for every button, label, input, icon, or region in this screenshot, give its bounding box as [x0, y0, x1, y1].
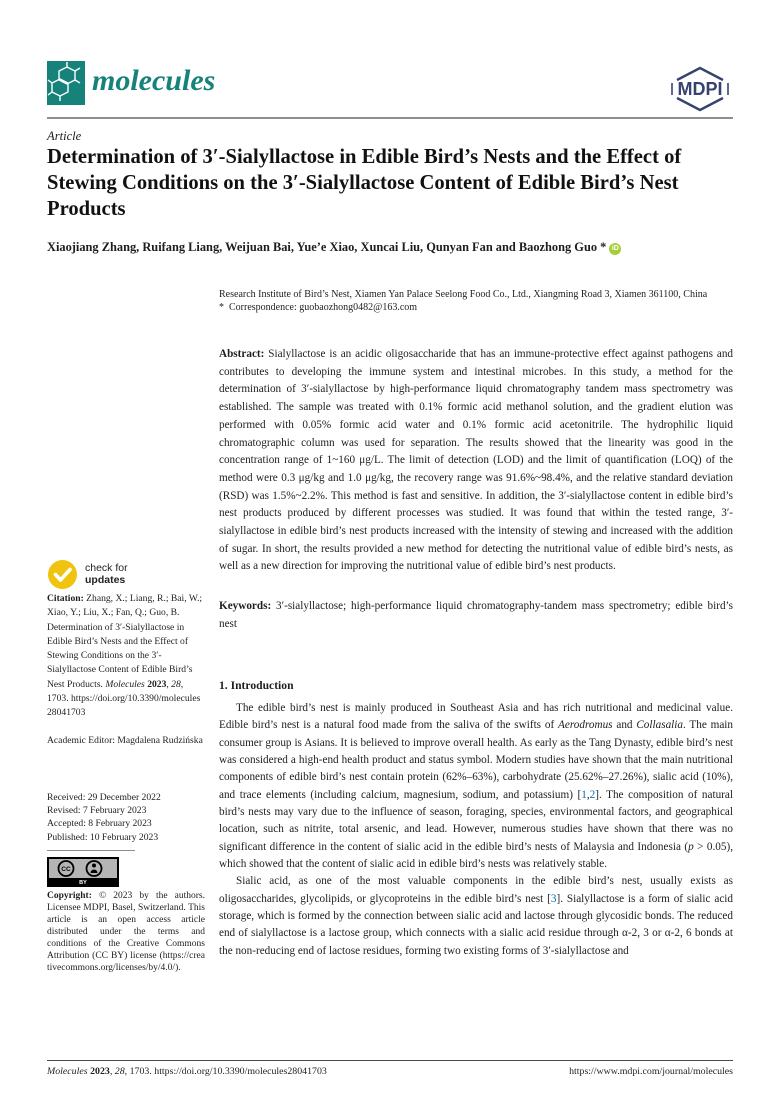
inline-link[interactable]: https://doi.org/10.3390/molecules28041703: [47, 693, 201, 719]
text-segment: Copyright:: [47, 891, 99, 901]
abstract: [219, 346, 733, 576]
intro-paragraph-1: [219, 700, 733, 873]
corresponding-author-mark: *: [600, 240, 607, 254]
article-type-label: Article: [47, 129, 82, 143]
introduction-section: [219, 679, 733, 960]
citation-block: [47, 592, 205, 721]
journal-wordmark: molecules: [92, 64, 216, 97]
accepted-date: Accepted: 8 February 2023: [47, 818, 152, 830]
footer-journal-url[interactable]: https://www.mdpi.com/journal/molecules: [569, 1066, 733, 1077]
footer-divider: [47, 1060, 733, 1061]
text-segment: Sialyllactose is an acidic oligosaccharide that has an immune-protective effect against pathogens and contributes to developing the immune system and intestinal microbes. In this study, a method for the determination of 3′-sialyllactose by high-performance liquid chromatography tandem mass spectrometry was established. The sample was treated with 0.1% formic acid methanol solution, and the gradient elution was performed with 0.05% formic acid water and 0.1% formic acid acetonitrile. The hydrophilic liquid chromatographic column was used for separation. The results showed that the linearity was good in the concentration range of 1~160 μg/L. The limit of detection (LOD) and the limit of quantification (LOQ) of the method were 0.3 μg/kg and 1.0 μg/kg, the recovery range was 91.6%~98.4%, and the relative standard deviation (RSD) was 1.5%~2.2%. This method is fast and sensitive. In addition, the 3′-sialyllactose content in edible bird’s nest products produced by different processes was studied. It was found that within the tested range, 3′-sialyllactose in edible bird’s nest products increased with the intensity of stewing and increased with the addition of sugar. In short, the results provided a new method for detecting the nutritional value of edible bird’s nests, as well as a new direction for improving the nutritional value of edible bird’s nest products.: [219, 348, 734, 573]
affiliation-block: [219, 288, 735, 315]
published-date: Published: 10 February 2023: [47, 831, 159, 843]
affiliation-text: Research Institute of Bird’s Nest, Xiamen Yan Palace Seelong Food Co., Ltd., Xiangming Road 3, Xiamen 361100, China: [219, 289, 708, 300]
orcid-icon[interactable]: iD: [609, 243, 621, 255]
text-segment: ]. Sialyllactose is a form of sialic acid storage, which is formed by the connection between sialic acid and lactose through glycosidic bonds. The reduced end of sialyllactose is a lactose group, which connects with a sialic acid residue through α-2, 3 or α-2, 6 bonds at the non-reducing end of lactose residues, forming two existing forms of 3′-sialyllactose and: [219, 892, 733, 957]
mdpi-logo[interactable]: [666, 63, 734, 115]
check-label-line1: check for: [85, 562, 128, 574]
text-segment: Keywords:: [219, 600, 277, 612]
text-segment: Aerodromus: [558, 719, 613, 732]
text-segment: Zhang, X.; Liang, R.; Bai, W.; Xiao, Y.; Liu, X.; Fan, Q.; Guo, B. Determination of 3′-Sialyllactose in Edible Bird’s Nests and the Effect of Stewing Conditions on the 3′-Sialyllactose Content of Edible Bird’s Nest Products.: [47, 593, 203, 690]
molecule-icon: [47, 61, 85, 105]
molecules-logo: [47, 61, 85, 105]
text-segment: and: [612, 719, 637, 732]
text-segment: ,: [109, 1066, 115, 1077]
text-segment: ,: [586, 788, 590, 801]
inline-link[interactable]: guobaozhong0482@163.com: [299, 302, 418, 314]
text-segment: ,: [166, 678, 172, 690]
text-segment: 2023: [90, 1066, 110, 1077]
text-segment: ).: [175, 963, 181, 973]
text-segment: 28: [171, 678, 181, 690]
text-segment: 2023: [147, 678, 167, 690]
copyright-block: [47, 890, 205, 974]
inline-link[interactable]: 3: [550, 892, 557, 905]
text-segment: 3′-sialyllactose; high-performance liquid chromatography-tandem mass spectrometry; edible bird’s nest: [219, 600, 733, 630]
sidebar-divider: [47, 850, 135, 851]
keywords: [219, 598, 733, 633]
received-date: Received: 29 December 2022: [47, 792, 161, 803]
inline-link[interactable]: 2: [589, 788, 596, 801]
text-segment: 28: [114, 1066, 125, 1077]
by-label: BY: [79, 880, 87, 887]
text-segment: Sialic acid, as one of the most valuable components in the edible bird’s nest, usually exists as oligosaccharides, glycolipids, or glycoproteins in the edible bird’s nest [: [219, 875, 733, 905]
intro-paragraph-2: [219, 873, 733, 960]
text-segment: Citation:: [47, 593, 87, 604]
check-label-line2: updates: [85, 573, 126, 586]
revised-date: Revised: 7 February 2023: [47, 805, 147, 817]
inline-link[interactable]: https://creativecommons.org/licenses/by/4.0/: [47, 951, 205, 973]
text-segment: . The main consumer group is Asians. It is believed to improve overall health. As early as the Tang Dynasty, edible bird’s nest was considered a high-end health product and status symbol. Modern studies have shown that the main nutritional components of edible bird’s nest contain protein (62%–63%), carbohydrate (25.62%–27.26%), sialic acid (10%), and trace elements (including calcium, magnesium, sodium, and potassium) [: [219, 719, 733, 801]
text-segment: Molecules: [105, 678, 148, 690]
cc-label: CC: [61, 866, 71, 873]
text-segment: Collasalia: [636, 719, 683, 732]
text-segment: Molecules: [47, 1066, 91, 1077]
text-segment: p: [688, 840, 694, 853]
section-heading: 1. Introduction: [219, 679, 294, 692]
text-segment: * Correspondence:: [219, 302, 300, 314]
text-segment: , 1703.: [47, 678, 184, 705]
authors-line: [47, 240, 739, 255]
check-for-updates-label: [85, 563, 128, 586]
authors-text: Xiaojiang Zhang, Ruifang Liang, Weijuan Bai, Yue’e Xiao, Xuncai Liu, Qunyan Fan and Baozhong Guo: [47, 240, 598, 254]
article-title: Determination of 3′-Sialyllactose in Edible Bird’s Nests and the Effect of Stewing Conditions on the 3′-Sialyllactose Content of Edible Bird’s Nest Products: [47, 146, 682, 220]
mdpi-wordmark: MDPI: [677, 79, 723, 99]
text-segment: > 0.05), which showed that the content of sialic acid in edible bird’s nests was relatively stable.: [219, 840, 733, 871]
inline-link[interactable]: 1: [581, 788, 587, 801]
text-segment: ]. The composition of natural bird’s nests may vary due to the influence of season, foraging, species, environmental factors, and geographical location, such as nitrite, total arsenic, and lead. However, numerous studies have shown that there was no significant difference in the content of sialic acid in the edible bird’s nests of Malaysia and Indonesia (: [219, 788, 733, 853]
cc-license-badge[interactable]: [47, 857, 119, 887]
text-segment: The edible bird’s nest is mainly produced in Southeast Asia and has rich nutritional and medicinal value. Edible bird’s nest is a natural food made from the saliva of the swifts of: [219, 702, 733, 732]
check-for-updates-badge[interactable]: [47, 559, 128, 590]
header-divider: [47, 117, 733, 119]
academic-editor: Academic Editor: Magdalena Rudzińska: [47, 735, 203, 746]
text-segment: © 2023 by the authors. Licensee MDPI, Basel, Switzerland. This article is an open access article distributed under the terms and conditions of the Creative Commons Attribution (CC BY) license (: [47, 891, 205, 961]
check-icon: [47, 559, 78, 590]
text-segment: , 1703. https://doi.org/10.3390/molecules28041703: [124, 1066, 327, 1077]
history-dates: [47, 791, 205, 844]
correspondence-line: [219, 301, 735, 314]
text-segment: Abstract:: [219, 348, 269, 360]
footer-citation: [47, 1066, 327, 1077]
